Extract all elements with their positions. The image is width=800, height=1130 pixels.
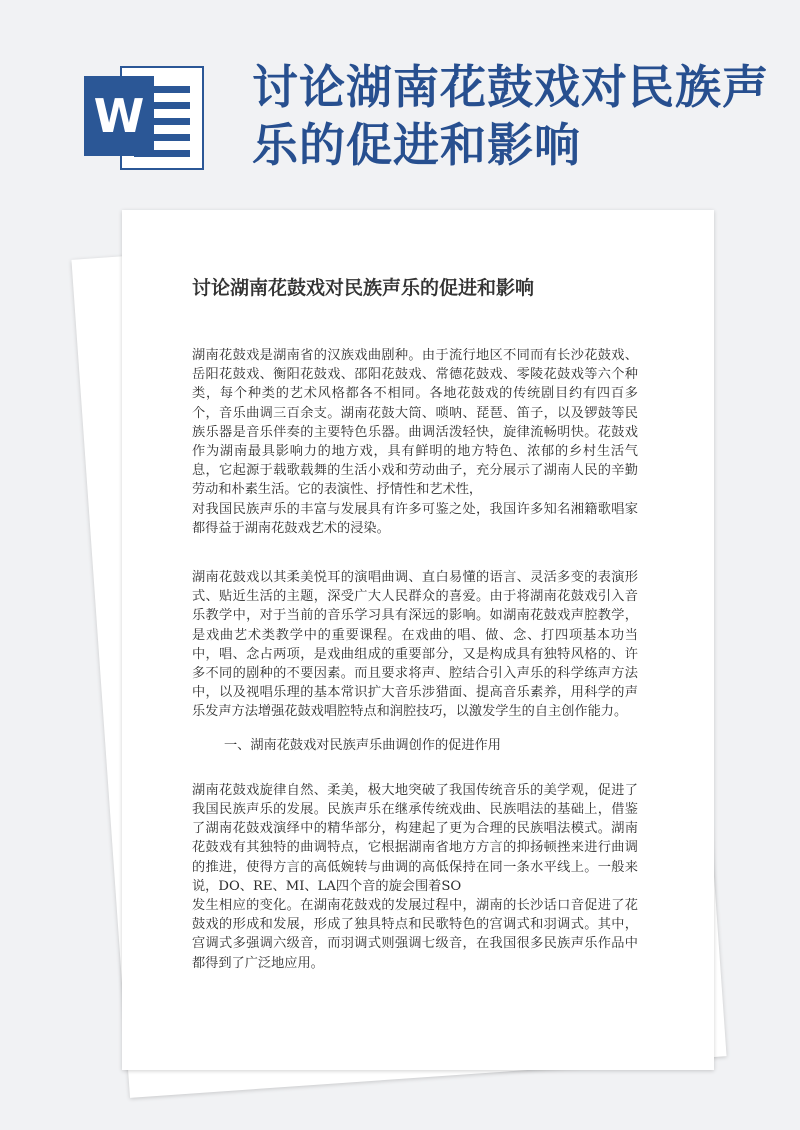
paragraph-melody-continued: 发生相应的变化。在湖南花鼓戏的发展过程中，湖南的长沙话口音促进了花鼓戏的形成和发展，形成了独具特点和民歌特色的宫调式和羽调式。其中，宫调式多强调六级音，而羽调式则强调七级音，在我国很多民族声乐作品中都得到了广泛地应用。 <box>192 898 638 971</box>
header-title: 讨论湖南花鼓戏对民族声乐的促进和影响 <box>252 60 769 172</box>
section-heading: 一、湖南花鼓戏对民族声乐曲调创作的促进作用 <box>224 737 501 753</box>
paragraph-intro-continued: 对我国民族声乐的丰富与发展具有许多可鉴之处，我国许多知名湘籍歌唱家都得益于湖南花鼓戏艺术的浸染。 <box>192 501 638 536</box>
paragraph-intro: 湖南花鼓戏是湖南省的汉族戏曲剧种。由于流行地区不同而有长沙花鼓戏、岳阳花鼓戏、衡阳花鼓戏、邵阳花鼓戏、常德花鼓戏、零陵花鼓戏等六个种类，每个种类的艺术风格都各不相同。各地花鼓戏的传统剧目约有四百多个，音乐曲调三百余支。湖南花鼓大筒、唢呐、琵琶、笛子，以及锣鼓等民族乐器是音乐伴奏的主要特色乐器。曲调活泼轻快，旋律流畅明快。花鼓戏作为湖南最具影响力的地方戏，具有鲜明的地方特色、浓郁的乡村生活气息，它起源于载歌载舞的生活小戏和劳动曲子，充分展示了湖南人民的辛勤劳动和朴素生活。它的表演性、抒情性和艺术性， <box>192 348 638 498</box>
word-document-icon <box>84 62 206 174</box>
document-title: 讨论湖南花鼓戏对民族声乐的促进和影响 <box>192 277 535 299</box>
paragraph-teaching: 湖南花鼓戏以其柔美悦耳的演唱曲调、直白易懂的语言、灵活多变的表演形式、贴近生活的主题，深受广大人民群众的喜爱。由于将湖南花鼓戏引入音乐教学中，对于当前的音乐学习具有深远的影响。如湖南花鼓戏声腔教学，是戏曲艺术类教学中的重要课程。在戏曲的唱、做、念、打四项基本功当中，唱、念占两项，是戏曲组成的重要部分，又是构成具有独特风格的、许多不同的剧种的不要因素。而且要求将声、腔结合引入声乐的科学练声方法中，以及视唱乐理的基本常识扩大音乐涉猎面、提高音乐素养，用科学的声乐发声方法增强花鼓戏唱腔特点和润腔技巧，以激发学生的自主创作能力。 <box>192 570 638 720</box>
word-icon-badge: W <box>84 76 154 156</box>
document-body <box>192 274 638 987</box>
paragraph-melody: 湖南花鼓戏旋律自然、柔美，极大地突破了我国传统音乐的美学观，促进了我国民族声乐的发展。民族声乐在继承传统戏曲、民族唱法的基础上，借鉴了湖南花鼓戏演绎中的精华部分，构建起了更为合理的民族唱法模式。湖南花鼓戏有其独特的曲调特点，它根据湖南省地方方言的抑扬顿挫来进行曲调的推进，使得方言的高低婉转与曲调的高低保持在同一条水平线上。一般来说，DO、RE、MI、LA四个音的旋会围着SO <box>192 782 638 894</box>
